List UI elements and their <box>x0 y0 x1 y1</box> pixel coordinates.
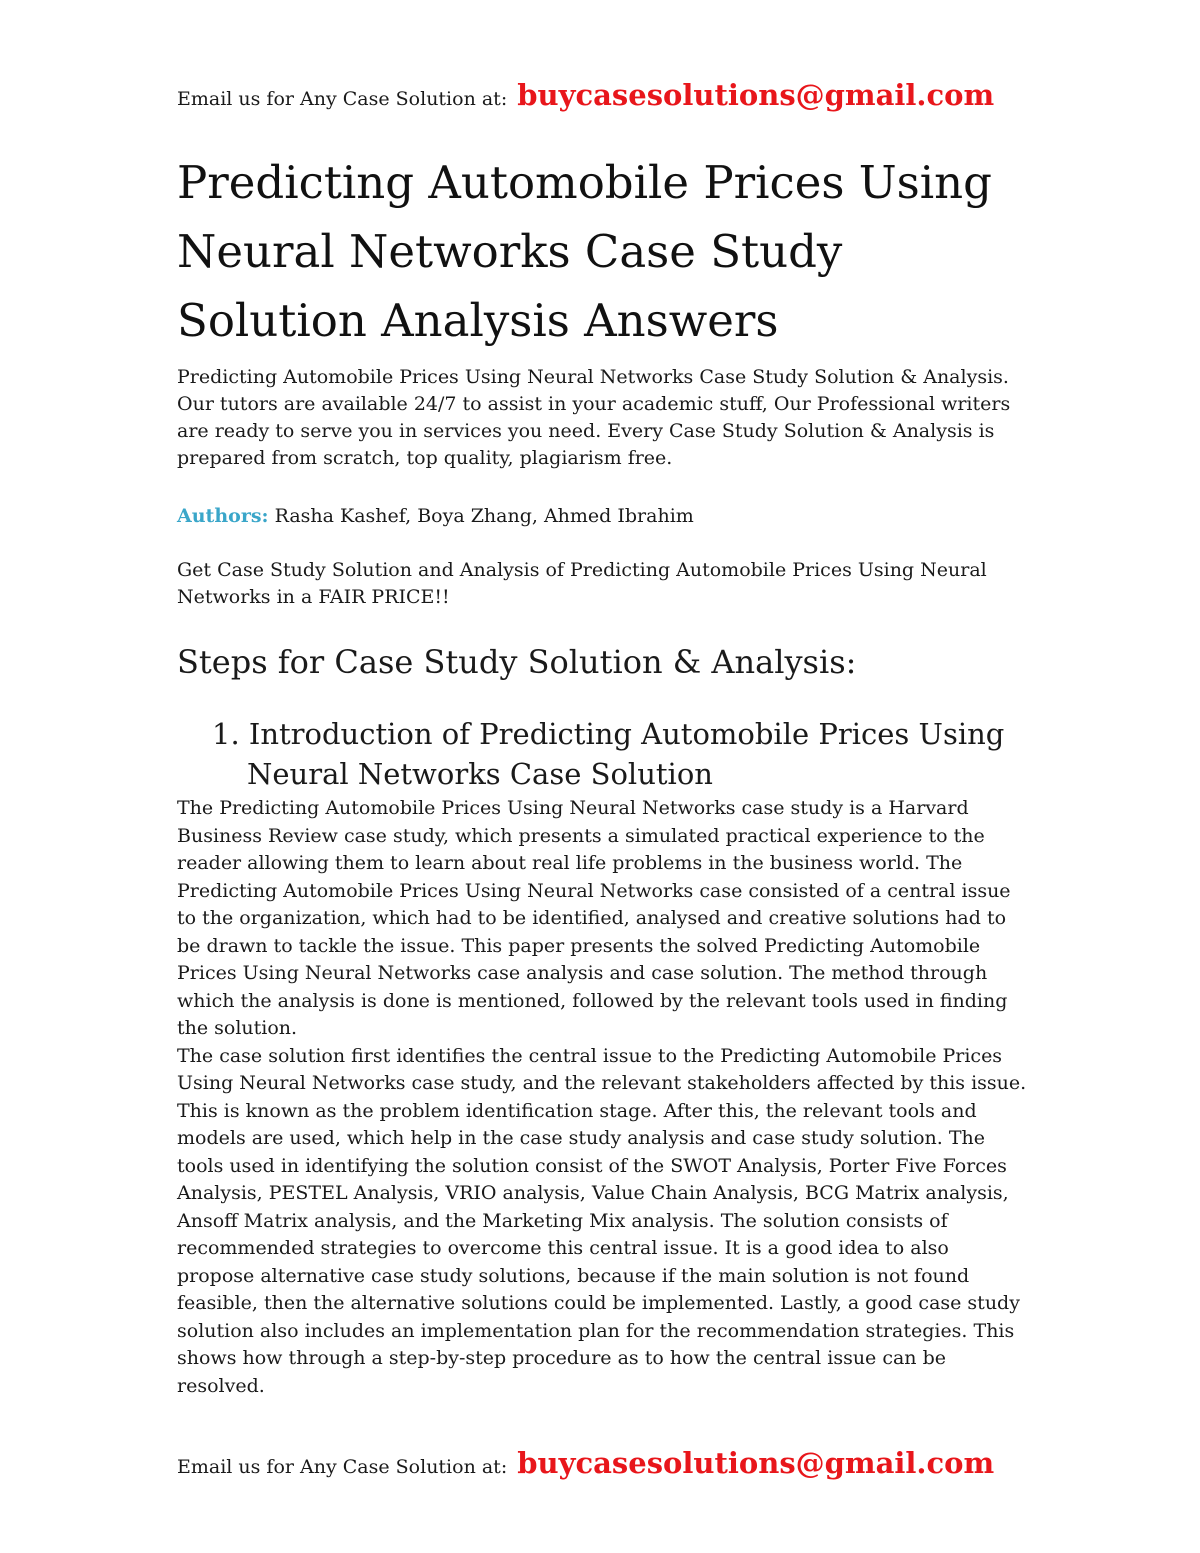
email-prefix: Email us for Any Case Solution at: <box>177 1456 508 1478</box>
email-link[interactable]: buycasesolutions@gmail.com <box>517 78 995 112</box>
page-title: Predicting Automobile Prices Using Neural Networks Case Study Solution Analysis Answers <box>177 156 992 347</box>
authors-label: Authors: <box>177 505 269 527</box>
body-text <box>177 795 1027 1400</box>
body-paragraph-1: The Predicting Automobile Prices Using Neural Networks case study is a Harvard Business Review case study, which presents a simulated practical experience to the reader allowing them to learn about real life problems in the business world. The Predicting Automobile Prices Using Neural Networks case consisted of a central issue to the organization, which had to be identified, analysed and creative solutions had to be drawn to tackle the issue. This paper presents the solved Predicting Automobile Prices Using Neural Networks case analysis and case solution. The method through which the analysis is done is mentioned, followed by the relevant tools used in finding the solution. <box>177 797 1011 1039</box>
intro-paragraph: Predicting Automobile Prices Using Neural Networks Case Study Solution & Analysis. Our tutors are available 24/7 to assist in your academic stuff, Our Professional writers are ready to serve you in services you need. Every Case Study Solution & Analysis is prepared from scratch, top quality, plagiarism free. <box>177 366 1011 469</box>
get-solution-paragraph: Get Case Study Solution and Analysis of Predicting Automobile Prices Using Neural Networks in a FAIR PRICE!! <box>177 559 987 608</box>
step-1-heading: 1. Introduction of Predicting Automobile Prices Using Neural Networks Case Solution <box>212 717 1005 791</box>
email-banner-bottom <box>177 1446 994 1480</box>
authors-line <box>177 503 694 530</box>
authors-names: Rasha Kashef, Boya Zhang, Ahmed Ibrahim <box>274 505 694 527</box>
email-prefix: Email us for Any Case Solution at: <box>177 88 508 110</box>
email-banner-top <box>177 78 994 112</box>
body-paragraph-2: The case solution first identifies the central issue to the Predicting Automobile Prices Using Neural Networks case study, and the relevant stakeholders affected by this issue. This is known as the problem identification stage. After this, the relevant tools and models are used, which help in the case study analysis and case study solution. The tools used in identifying the solution consist of the SWOT Analysis, Porter Five Forces Analysis, PESTEL Analysis, VRIO analysis, Value Chain Analysis, BCG Matrix analysis, Ansoff Matrix analysis, and the Marketing Mix analysis. The solution consists of recommended strategies to overcome this central issue. It is a good idea to also propose alternative case study solutions, because if the main solution is not found feasible, then the alternative solutions could be implemented. Lastly, a good case study solution also includes an implementation plan for the recommendation strategies. This shows how through a step-by-step procedure as to how the central issue can be resolved. <box>177 1044 1027 1397</box>
steps-heading: Steps for Case Study Solution & Analysis: <box>177 643 857 681</box>
email-link[interactable]: buycasesolutions@gmail.com <box>517 1446 995 1480</box>
